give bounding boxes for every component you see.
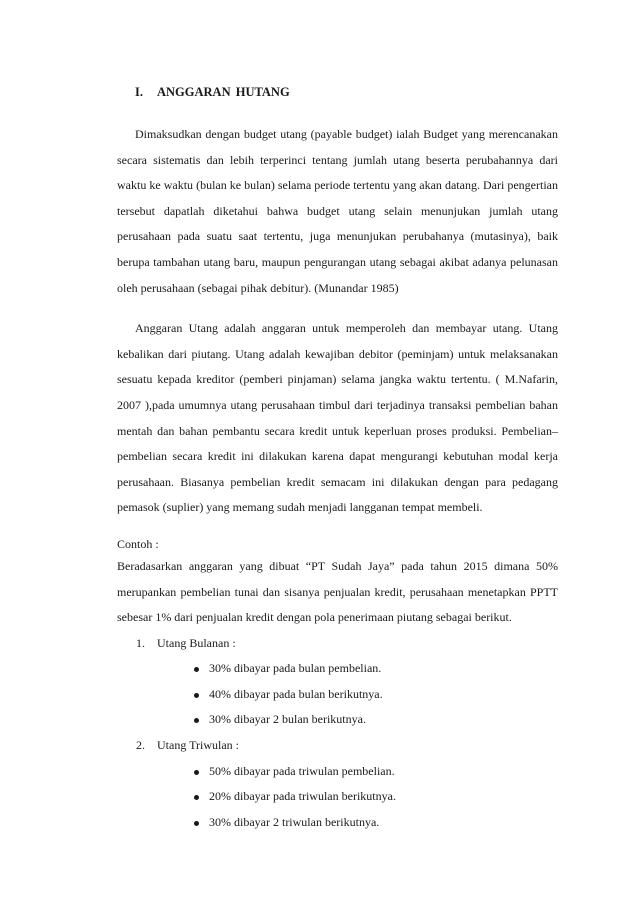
- list-item-utang-triwulan: [117, 733, 558, 835]
- list-number: 2.: [136, 738, 145, 753]
- example-label: Contoh :: [117, 536, 159, 551]
- list-label: Utang Bulanan :: [157, 635, 236, 650]
- bullet-icon: [194, 795, 199, 800]
- bullet-icon: [194, 693, 199, 698]
- paragraph-anggaran-utang: Anggaran Utang adalah anggaran untuk memperoleh dan membayar utang. Utang kebalikan dari piutang. Utang adalah kewajiban debitor (peminjam) untuk melaksanakan sesuatu kepada kreditor (pemberi pinjaman) selama jangka waktu tertentu. ( M.Nafarin, 2007 ),pada umumnya utang perusahaan timbul dari terjadinya transaksi pembelian bahan mentah dan bahan pembantu secara kredit untuk keperluan proses produksi. Pembelian–pembelian secara kredit ini dilakukan karena dapat mengurangi kebutuhan modal kerja perusahaan. Biasanya pembelian kredit semacam ini dilakukan dengan para pedagang pemasok (suplier) yang memang sudah menjadi langganan tempat membeli.: [117, 321, 558, 515]
- bullet-icon: [194, 667, 199, 672]
- list-item: 30% dibayar 2 bulan berikutnya.: [136, 707, 558, 733]
- list-item: 50% dibayar pada triwulan pembelian.: [136, 759, 558, 785]
- list-item: 40% dibayar pada bulan berikutnya.: [136, 682, 558, 708]
- list-item-utang-bulanan: [117, 631, 558, 733]
- list-item: 30% dibayar pada bulan pembelian.: [136, 656, 558, 682]
- bullet-icon: [194, 821, 199, 826]
- section-title: ANGGARAN HUTANG: [157, 85, 290, 99]
- list-label: Utang Triwulan :: [157, 738, 240, 753]
- example-paragraph: Beradasarkan anggaran yang dibuat “PT Sudah Jaya” pada tahun 2015 dimana 50% merupankan pembelian tunai dan sisanya penjualan kredit, perusahaan menetapkan PPTT sebesar 1% dari penjualan kredit dengan pola penerimaan piutang sebagai berikut.: [117, 558, 558, 625]
- sub-list-bulanan: [136, 656, 558, 733]
- paragraph-budget-utang: Dimaksudkan dengan budget utang (payable budget) ialah Budget yang merencanakan secara sistematis dan lebih terperinci tentang jumlah utang beserta perubahannya dari waktu ke waktu (bulan ke bulan) selama periode tertentu yang akan datang. Dari pengertian tersebut dapatlah diketahui bahwa budget utang selain menunjukan jumlah utang perusahaan pada suatu saat tertentu, juga menunjukan perubahanya (mutasinya), baik berupa tambahan utang baru, maupun pengurangan utang sebagai akibat adanya pelunasan oleh perusahaan (sebagai pihak debitur). (Munandar 1985): [117, 127, 558, 295]
- bullet-icon: [194, 718, 199, 723]
- section-number: I.: [135, 85, 143, 99]
- list-item: 30% dibayar 2 triwulan berikutnya.: [136, 810, 558, 836]
- sub-list-triwulan: [136, 759, 558, 836]
- bullet-icon: [194, 770, 199, 775]
- payment-schedule-list: [117, 631, 558, 836]
- section-heading: [135, 85, 558, 100]
- list-item: 20% dibayar pada triwulan berikutnya.: [136, 784, 558, 810]
- list-number: 1.: [136, 635, 145, 650]
